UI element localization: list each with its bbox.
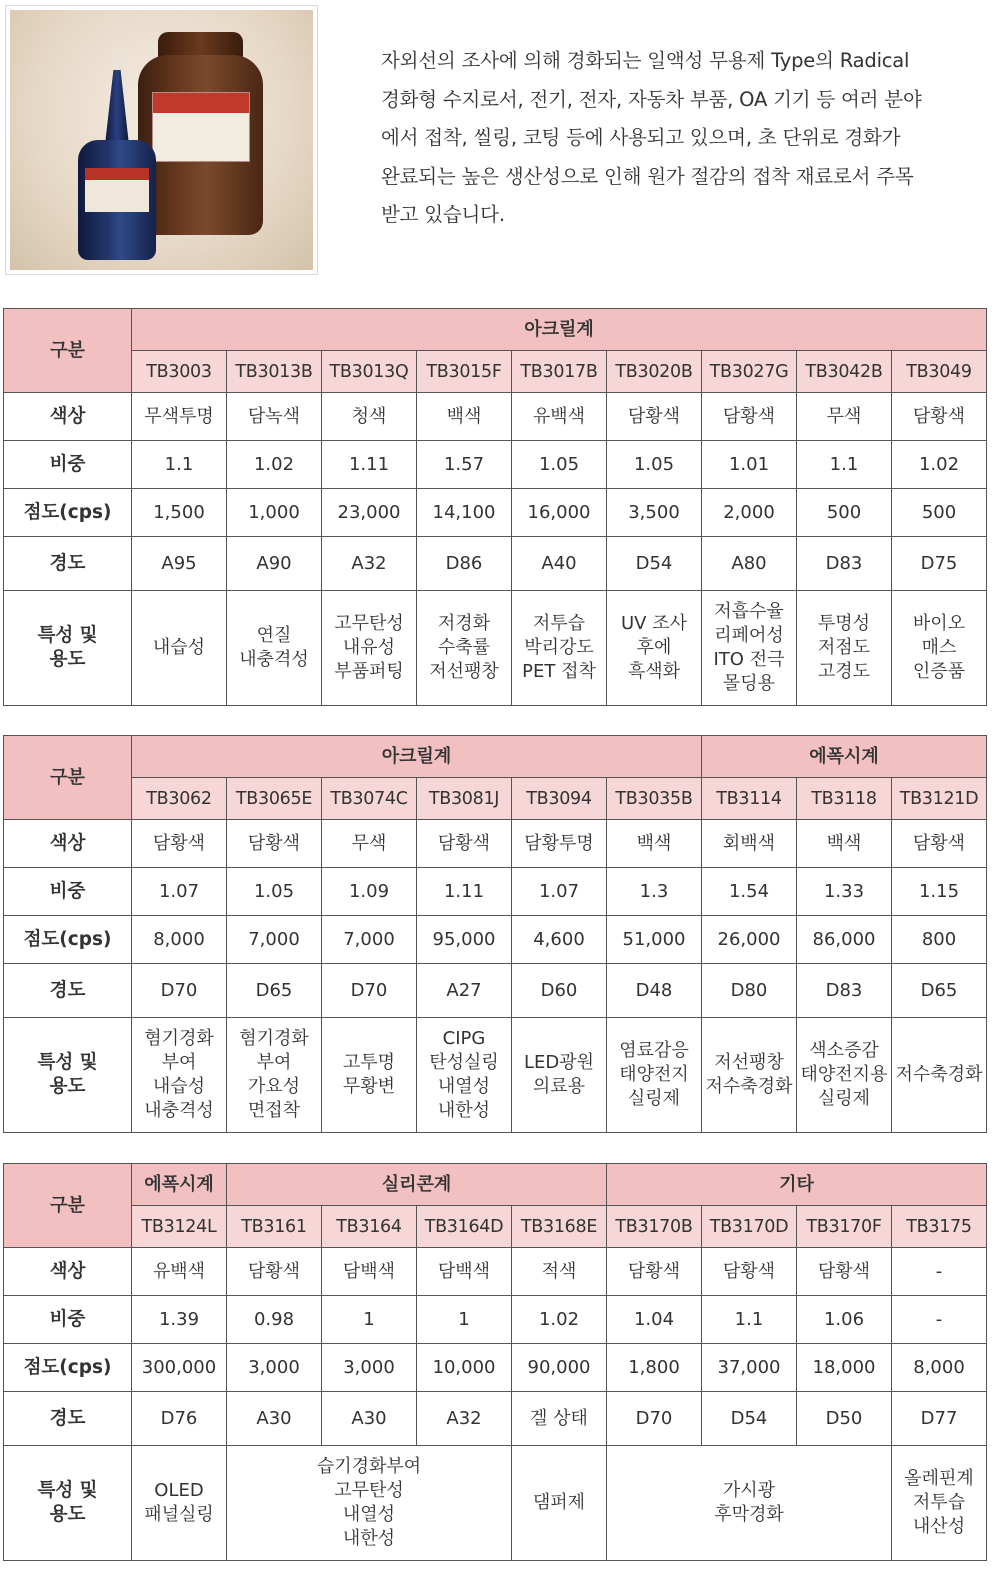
cell-line: 태양전지용 (800, 1064, 888, 1085)
model-name: TB3042B (797, 351, 892, 393)
group-header-row (4, 309, 987, 351)
cell-line: 내유성 (342, 637, 396, 658)
color-label: 색상 (4, 1248, 132, 1296)
usage-row (4, 591, 987, 706)
model-name: TB3017B (512, 351, 607, 393)
cell-line: 부여 (161, 1052, 197, 1073)
color-cell: 무색투명 (132, 393, 227, 441)
cell-line: 특성 및 (37, 625, 98, 646)
color-cell: 유백색 (512, 393, 607, 441)
hardness-cell: D50 (797, 1392, 892, 1446)
model-name: TB3124L (132, 1206, 227, 1248)
model-name: TB3164D (417, 1206, 512, 1248)
model-row (4, 351, 987, 393)
gravity-row (4, 868, 987, 916)
color-cell: - (892, 1248, 987, 1296)
gravity-label: 비중 (4, 1296, 132, 1344)
gravity-cell: 1.02 (512, 1296, 607, 1344)
color-cell: 담황색 (797, 1248, 892, 1296)
cell-line: 부품퍼팅 (334, 661, 404, 682)
cell-line: 가요성 (247, 1076, 301, 1097)
cell-line: 내한성 (342, 1528, 396, 1549)
viscosity-cell: 500 (797, 489, 892, 537)
color-cell: 무색 (322, 820, 417, 868)
gravity-cell: 1.3 (607, 868, 702, 916)
color-cell: 유백색 (132, 1248, 227, 1296)
cell-line: OLED (154, 1480, 204, 1501)
cell-line: 내열성 (342, 1504, 396, 1525)
cell-line: 용도 (49, 1504, 86, 1525)
model-name: TB3170B (607, 1206, 702, 1248)
model-name: TB3062 (132, 778, 227, 820)
cell-line: 용도 (49, 649, 86, 670)
hardness-cell: A80 (702, 537, 797, 591)
cell-line: 올레핀계 (904, 1468, 974, 1489)
cell-line: 가시광 (722, 1480, 776, 1501)
viscosity-cell: 500 (892, 489, 987, 537)
spec-table-2 (3, 735, 987, 1133)
group-header: 에폭시계 (132, 1164, 227, 1206)
cell-line: CIPG (442, 1028, 486, 1049)
model-name: TB3114 (702, 778, 797, 820)
cell-line: 저점도 (817, 637, 871, 658)
usage-cell (892, 1446, 987, 1561)
gravity-cell: 1.11 (417, 868, 512, 916)
viscosity-cell: 51,000 (607, 916, 702, 964)
cell-line: 의료용 (532, 1076, 586, 1097)
viscosity-cell: 4,600 (512, 916, 607, 964)
model-name: TB3168E (512, 1206, 607, 1248)
cell-line: 내열성 (437, 1076, 491, 1097)
viscosity-cell: 800 (892, 916, 987, 964)
cell-line: 저선팽창 (429, 661, 499, 682)
intro-line: 받고 있습니다. (381, 203, 505, 226)
viscosity-cell: 7,000 (227, 916, 322, 964)
hardness-cell: D65 (227, 964, 322, 1018)
model-name: TB3013Q (322, 351, 417, 393)
viscosity-cell: 3,000 (322, 1344, 417, 1392)
color-cell: 담황색 (892, 393, 987, 441)
gravity-cell: 1.09 (322, 868, 417, 916)
gravity-cell: 1.06 (797, 1296, 892, 1344)
model-name: TB3161 (227, 1206, 322, 1248)
cell-line: 댐퍼제 (532, 1492, 586, 1513)
usage-cell (512, 1018, 607, 1133)
gravity-row (4, 441, 987, 489)
viscosity-cell: 300,000 (132, 1344, 227, 1392)
usage-cell (512, 591, 607, 706)
color-cell: 담황색 (892, 820, 987, 868)
viscosity-cell: 1,000 (227, 489, 322, 537)
blue-bottle-nozzle (113, 38, 121, 74)
color-row (4, 393, 987, 441)
usage-row (4, 1446, 987, 1561)
gravity-cell: 1.57 (417, 441, 512, 489)
viscosity-row (4, 489, 987, 537)
model-name: TB3175 (892, 1206, 987, 1248)
model-name: TB3118 (797, 778, 892, 820)
model-name: TB3020B (607, 351, 702, 393)
cell-line: 부여 (256, 1052, 292, 1073)
group-header: 기타 (607, 1164, 987, 1206)
usage-cell (607, 591, 702, 706)
cell-line: 후에 (636, 637, 672, 658)
usage-cell (132, 1018, 227, 1133)
usage-cell (607, 1018, 702, 1133)
viscosity-cell: 3,000 (227, 1344, 322, 1392)
color-row (4, 820, 987, 868)
viscosity-cell: 10,000 (417, 1344, 512, 1392)
gravity-cell: 1.1 (132, 441, 227, 489)
blue-bottle-label (85, 168, 149, 212)
viscosity-label: 점도(cps) (4, 489, 132, 537)
cell-line: 저흡수율 (714, 601, 784, 622)
viscosity-cell: 86,000 (797, 916, 892, 964)
gravity-cell: 1 (417, 1296, 512, 1344)
cell-line: 저경화 (437, 613, 491, 634)
intro-line: 완료되는 높은 생산성으로 인해 원가 절감의 접착 재료로서 주목 (381, 164, 914, 188)
intro-line: 경화형 수지로서, 전기, 전자, 자동차 부품, OA 기기 등 여러 분야 (381, 87, 922, 111)
viscosity-cell: 1,500 (132, 489, 227, 537)
viscosity-cell: 7,000 (322, 916, 417, 964)
spec-table-1 (3, 308, 987, 706)
cell-line: 내습성 (152, 637, 206, 658)
model-name: TB3003 (132, 351, 227, 393)
hardness-row (4, 964, 987, 1018)
usage-cell (702, 1018, 797, 1133)
usage-cell (607, 1446, 892, 1561)
gravity-cell: 1.05 (607, 441, 702, 489)
viscosity-row (4, 916, 987, 964)
hardness-cell: A32 (417, 1392, 512, 1446)
cell-line: 몰딩용 (722, 673, 776, 694)
color-label: 색상 (4, 393, 132, 441)
hardness-cell: A32 (322, 537, 417, 591)
cell-line: 인증품 (912, 661, 966, 682)
viscosity-label: 점도(cps) (4, 1344, 132, 1392)
color-cell: 무색 (797, 393, 892, 441)
cell-line: 혐기경화 (144, 1028, 214, 1049)
product-photo (5, 5, 318, 275)
viscosity-cell: 26,000 (702, 916, 797, 964)
usage-cell (322, 591, 417, 706)
gravity-cell: 1.33 (797, 868, 892, 916)
viscosity-cell: 14,100 (417, 489, 512, 537)
color-cell: 백색 (417, 393, 512, 441)
gravity-cell: 1 (322, 1296, 417, 1344)
model-name: TB3027G (702, 351, 797, 393)
usage-cell (417, 1018, 512, 1133)
brown-bottle-label (152, 92, 250, 162)
gravity-cell: 1.01 (702, 441, 797, 489)
cell-line: 패널실링 (144, 1504, 214, 1525)
hardness-label: 경도 (4, 537, 132, 591)
gravity-cell: 1.07 (512, 868, 607, 916)
usage-cell (322, 1018, 417, 1133)
hardness-label: 경도 (4, 1392, 132, 1446)
category-label: 구분 (4, 736, 132, 820)
category-label: 구분 (4, 1164, 132, 1248)
cell-line: 혐기경화 (239, 1028, 309, 1049)
usage-cell (512, 1446, 607, 1561)
gravity-cell: 1.05 (227, 868, 322, 916)
model-name: TB3015F (417, 351, 512, 393)
model-name: TB3035B (607, 778, 702, 820)
color-cell: 백색 (797, 820, 892, 868)
cell-line: 후막경화 (714, 1504, 784, 1525)
usage-cell (797, 1018, 892, 1133)
group-header-row (4, 1164, 987, 1206)
color-cell: 백색 (607, 820, 702, 868)
viscosity-label: 점도(cps) (4, 916, 132, 964)
model-name: TB3074C (322, 778, 417, 820)
color-cell: 담황색 (702, 1248, 797, 1296)
viscosity-cell: 37,000 (702, 1344, 797, 1392)
gravity-cell: 1.02 (892, 441, 987, 489)
cell-line: 저투습 (912, 1492, 966, 1513)
intro-line: 에서 접착, 씰링, 코팅 등에 사용되고 있으며, 초 단위로 경화가 (381, 126, 901, 149)
color-label: 색상 (4, 820, 132, 868)
cell-line: 내충격성 (239, 649, 309, 670)
hardness-cell: D48 (607, 964, 702, 1018)
cell-line: 무황변 (342, 1076, 396, 1097)
hardness-label: 경도 (4, 964, 132, 1018)
cell-line: 고투명 (342, 1052, 396, 1073)
hardness-cell: D75 (892, 537, 987, 591)
usage-label (4, 591, 132, 706)
color-cell: 담황색 (607, 393, 702, 441)
hardness-cell: A30 (227, 1392, 322, 1446)
viscosity-cell: 18,000 (797, 1344, 892, 1392)
cell-line: 흑색화 (627, 661, 681, 682)
group-header-row (4, 736, 987, 778)
cell-line: 저투습 (532, 613, 586, 634)
cell-line: 특성 및 (37, 1480, 98, 1501)
model-row (4, 1206, 987, 1248)
model-name: TB3049 (892, 351, 987, 393)
usage-label (4, 1446, 132, 1561)
hardness-cell: D86 (417, 537, 512, 591)
intro-description (381, 42, 993, 235)
cell-line: 실링제 (627, 1088, 681, 1109)
spec-table-3 (3, 1163, 987, 1561)
hardness-cell: D83 (797, 964, 892, 1018)
model-name: TB3164 (322, 1206, 417, 1248)
model-name: TB3081J (417, 778, 512, 820)
usage-label (4, 1018, 132, 1133)
hardness-cell: D54 (702, 1392, 797, 1446)
usage-cell (702, 591, 797, 706)
cell-line: LED광원 (523, 1052, 595, 1073)
cell-line: 저수축경화 (895, 1064, 983, 1085)
viscosity-cell: 8,000 (132, 916, 227, 964)
color-cell: 담황색 (607, 1248, 702, 1296)
group-header: 아크릴계 (132, 736, 702, 778)
gravity-cell: 1.54 (702, 868, 797, 916)
viscosity-cell: 90,000 (512, 1344, 607, 1392)
model-name: TB3170F (797, 1206, 892, 1248)
color-cell: 담백색 (322, 1248, 417, 1296)
hardness-cell: D83 (797, 537, 892, 591)
cell-line: 실링제 (817, 1088, 871, 1109)
hardness-cell: A90 (227, 537, 322, 591)
usage-row (4, 1018, 987, 1133)
cell-line: 내한성 (437, 1100, 491, 1121)
color-cell: 청색 (322, 393, 417, 441)
gravity-cell: 1.11 (322, 441, 417, 489)
viscosity-cell: 3,500 (607, 489, 702, 537)
color-cell: 적색 (512, 1248, 607, 1296)
viscosity-cell: 2,000 (702, 489, 797, 537)
cell-line: ITO 전극 (713, 649, 785, 670)
usage-cell (417, 591, 512, 706)
model-row (4, 778, 987, 820)
usage-cell (227, 591, 322, 706)
cell-line: 투명성 (817, 613, 871, 634)
hardness-cell: A95 (132, 537, 227, 591)
color-cell: 담황색 (132, 820, 227, 868)
hardness-cell: D70 (132, 964, 227, 1018)
cell-line: 고무탄성 (334, 613, 404, 634)
viscosity-cell: 16,000 (512, 489, 607, 537)
hardness-cell: A30 (322, 1392, 417, 1446)
cell-line: 고경도 (817, 661, 871, 682)
model-name: TB3170D (702, 1206, 797, 1248)
hardness-cell: D80 (702, 964, 797, 1018)
color-cell: 담황색 (227, 820, 322, 868)
cell-line: PET 접착 (522, 661, 596, 682)
hardness-cell: 겔 상태 (512, 1392, 607, 1446)
cell-line: 바이오 (912, 613, 966, 634)
cell-line: 면접착 (247, 1100, 301, 1121)
cell-line: 내산성 (912, 1516, 966, 1537)
gravity-cell: - (892, 1296, 987, 1344)
viscosity-cell: 95,000 (417, 916, 512, 964)
hardness-cell: D65 (892, 964, 987, 1018)
gravity-cell: 1.05 (512, 441, 607, 489)
gravity-label: 비중 (4, 868, 132, 916)
cell-line: 수축률 (437, 637, 491, 658)
gravity-cell: 1.04 (607, 1296, 702, 1344)
gravity-row (4, 1296, 987, 1344)
hardness-cell: D60 (512, 964, 607, 1018)
cell-line: 내습성 (152, 1076, 206, 1097)
color-cell: 담황색 (417, 820, 512, 868)
usage-cell (892, 1018, 987, 1133)
hardness-cell: D76 (132, 1392, 227, 1446)
usage-cell (892, 591, 987, 706)
hardness-cell: D77 (892, 1392, 987, 1446)
hardness-cell: D54 (607, 537, 702, 591)
intro-line: 자외선의 조사에 의해 경화되는 일액성 무용제 Type의 Radical (381, 49, 910, 72)
group-header: 아크릴계 (132, 309, 987, 351)
gravity-cell: 0.98 (227, 1296, 322, 1344)
cell-line: 고무탄성 (334, 1480, 404, 1501)
blue-bottle-neck (105, 70, 129, 145)
cell-line: 박리강도 (524, 637, 594, 658)
viscosity-cell: 8,000 (892, 1344, 987, 1392)
usage-cell (132, 591, 227, 706)
cell-line: 리페어성 (714, 625, 784, 646)
gravity-cell: 1.39 (132, 1296, 227, 1344)
hardness-cell: D70 (607, 1392, 702, 1446)
cell-line: 저수축경화 (705, 1076, 793, 1097)
cell-line: 용도 (49, 1076, 86, 1097)
cell-line: 습기경화부여 (316, 1456, 422, 1477)
group-header: 에폭시계 (702, 736, 987, 778)
viscosity-row (4, 1344, 987, 1392)
viscosity-cell: 23,000 (322, 489, 417, 537)
model-name: TB3094 (512, 778, 607, 820)
color-cell: 담녹색 (227, 393, 322, 441)
cell-line: 탄성실링 (429, 1052, 499, 1073)
color-cell: 담백색 (417, 1248, 512, 1296)
gravity-cell: 1.1 (797, 441, 892, 489)
model-name: TB3065E (227, 778, 322, 820)
viscosity-cell: 1,800 (607, 1344, 702, 1392)
gravity-cell: 1.07 (132, 868, 227, 916)
cell-line: 내충격성 (144, 1100, 214, 1121)
cell-line: 특성 및 (37, 1052, 98, 1073)
usage-cell (797, 591, 892, 706)
model-name: TB3121D (892, 778, 987, 820)
cell-line: 색소증감 (809, 1040, 879, 1061)
usage-cell (132, 1446, 227, 1561)
cell-line: 저선팽창 (714, 1052, 784, 1073)
cell-line: 태양전지 (619, 1064, 689, 1085)
group-header: 실리콘계 (227, 1164, 607, 1206)
model-name: TB3013B (227, 351, 322, 393)
gravity-cell: 1.15 (892, 868, 987, 916)
hardness-cell: A27 (417, 964, 512, 1018)
color-row (4, 1248, 987, 1296)
gravity-label: 비중 (4, 441, 132, 489)
cell-line: 매스 (921, 637, 957, 658)
usage-cell (227, 1446, 512, 1561)
gravity-cell: 1.1 (702, 1296, 797, 1344)
color-cell: 담황색 (227, 1248, 322, 1296)
hardness-cell: A40 (512, 537, 607, 591)
usage-cell (227, 1018, 322, 1133)
cell-line: 염료감응 (619, 1040, 689, 1061)
color-cell: 회백색 (702, 820, 797, 868)
color-cell: 담황색 (702, 393, 797, 441)
gravity-cell: 1.02 (227, 441, 322, 489)
hardness-row (4, 1392, 987, 1446)
hardness-row (4, 537, 987, 591)
cell-line: 연질 (256, 625, 292, 646)
color-cell: 담황투명 (512, 820, 607, 868)
cell-line: UV 조사 (621, 613, 687, 634)
bottle-photo (10, 10, 313, 270)
category-label: 구분 (4, 309, 132, 393)
hardness-cell: D70 (322, 964, 417, 1018)
